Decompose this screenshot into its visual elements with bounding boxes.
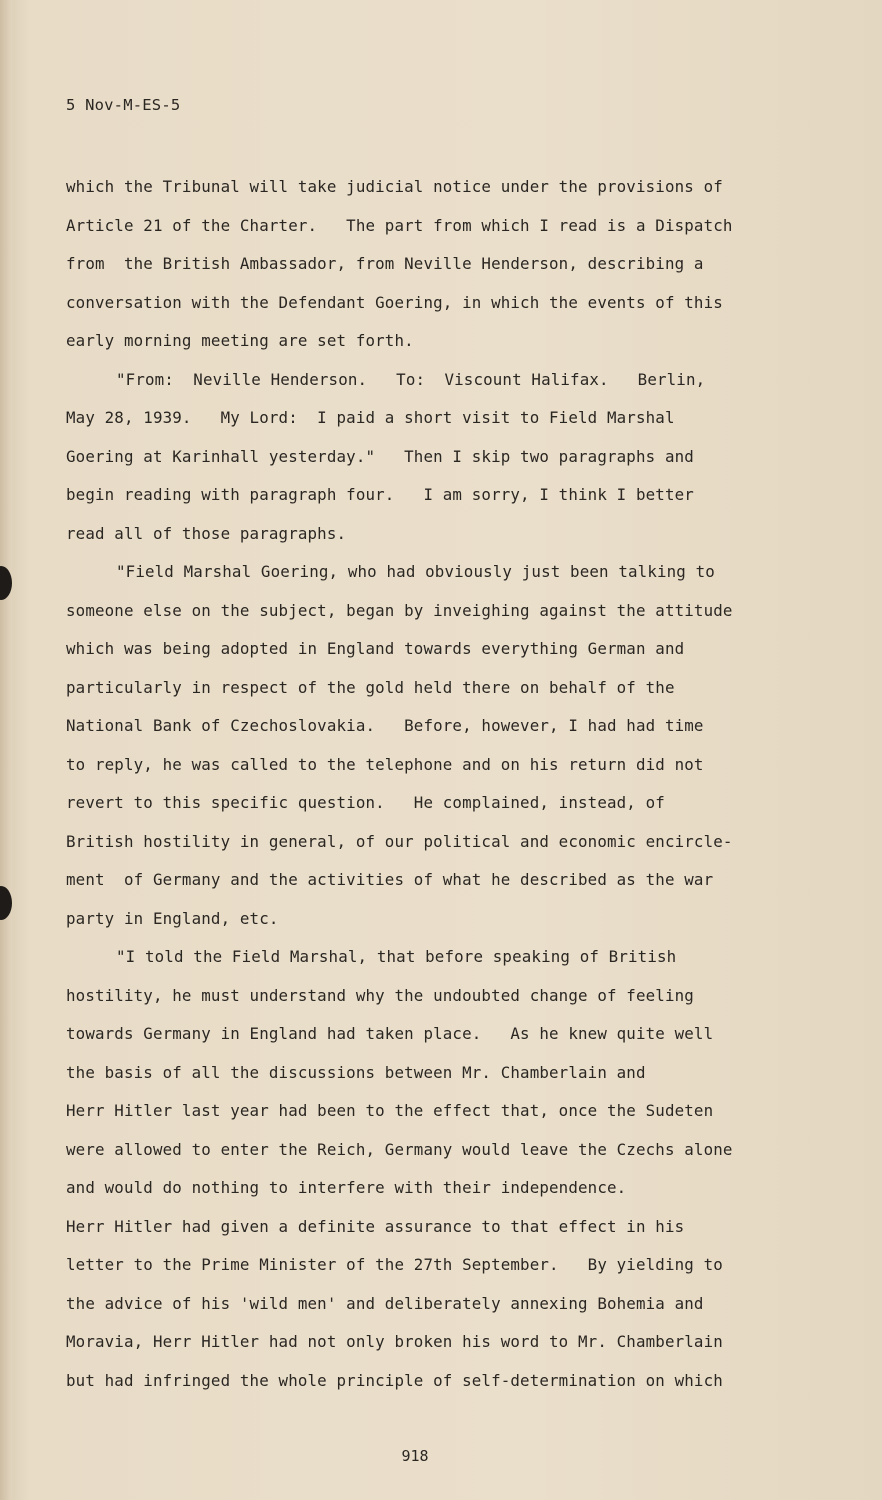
- text-line: hostility, he must understand why the undoubted change of feeling: [66, 985, 694, 1005]
- text-line: from the British Ambassador, from Neville Henderson, describing a: [66, 254, 704, 273]
- text-line: "From: Neville Henderson. To: Viscount Halifax. Berlin,: [116, 369, 706, 389]
- text-line: party in England, etc.: [66, 908, 279, 928]
- text-line: the basis of all the discussions between Mr. Chamberlain and: [66, 1062, 646, 1082]
- text-line: Moravia, Herr Hitler had not only broken his word to Mr. Chamberlain: [66, 1332, 723, 1351]
- text-line: "Field Marshal Goering, who had obviously just been talking to: [116, 562, 715, 581]
- text-line: Goering at Karinhall yesterday." Then I skip two paragraphs and: [66, 446, 694, 466]
- text-line: British hostility in general, of our political and economic encircle-: [66, 831, 733, 851]
- text-line: conversation with the Defendant Goering, in which the events of this: [66, 292, 723, 312]
- text-line: "I told the Field Marshal, that before speaking of British: [116, 947, 677, 966]
- text-line: someone else on the subject, began by inveighing against the attitude: [66, 600, 733, 620]
- text-line: particularly in respect of the gold held there on behalf of the: [66, 677, 675, 697]
- text-line: and would do nothing to interfere with their independence.: [66, 1178, 627, 1197]
- page-number: 918: [401, 1447, 429, 1465]
- text-line: National Bank of Czechoslovakia. Before, however, I had had time: [66, 716, 704, 735]
- text-line: letter to the Prime Minister of the 27th September. By yielding to: [66, 1255, 723, 1274]
- text-line: Herr Hitler last year had been to the effect that, once the Sudeten: [66, 1101, 714, 1120]
- text-line: which the Tribunal will take judicial notice under the provisions of: [66, 177, 723, 196]
- text-line: Article 21 of the Charter. The part from which I read is a Dispatch: [66, 215, 733, 235]
- text-line: read all of those paragraphs.: [66, 523, 347, 543]
- text-line: but had infringed the whole principle of self-determination on which: [66, 1370, 723, 1390]
- text-line: early morning meeting are set forth.: [66, 331, 414, 350]
- text-line: the advice of his 'wild men' and deliberately annexing Bohemia and: [66, 1293, 704, 1313]
- text-line: towards Germany in England had taken place. As he knew quite well: [66, 1024, 714, 1043]
- text-line: were allowed to enter the Reich, Germany would leave the Czechs alone: [66, 1139, 733, 1159]
- text-line: Herr Hitler had given a definite assurance to that effect in his: [66, 1216, 685, 1236]
- text-line: May 28, 1939. My Lord: I paid a short visit to Field Marshal: [66, 408, 675, 427]
- header-code: 5 Nov-M-ES-5: [66, 96, 181, 114]
- text-line: begin reading with paragraph four. I am sorry, I think I better: [66, 485, 694, 504]
- transcript-body: [66, 168, 756, 1400]
- binding-edge: [0, 0, 12, 1500]
- text-line: to reply, he was called to the telephone and on his return did not: [66, 754, 704, 774]
- text-line: revert to this specific question. He complained, instead, of: [66, 793, 665, 812]
- text-line: which was being adopted in England towards everything German and: [66, 639, 685, 658]
- text-line: ment of Germany and the activities of what he described as the war: [66, 870, 714, 889]
